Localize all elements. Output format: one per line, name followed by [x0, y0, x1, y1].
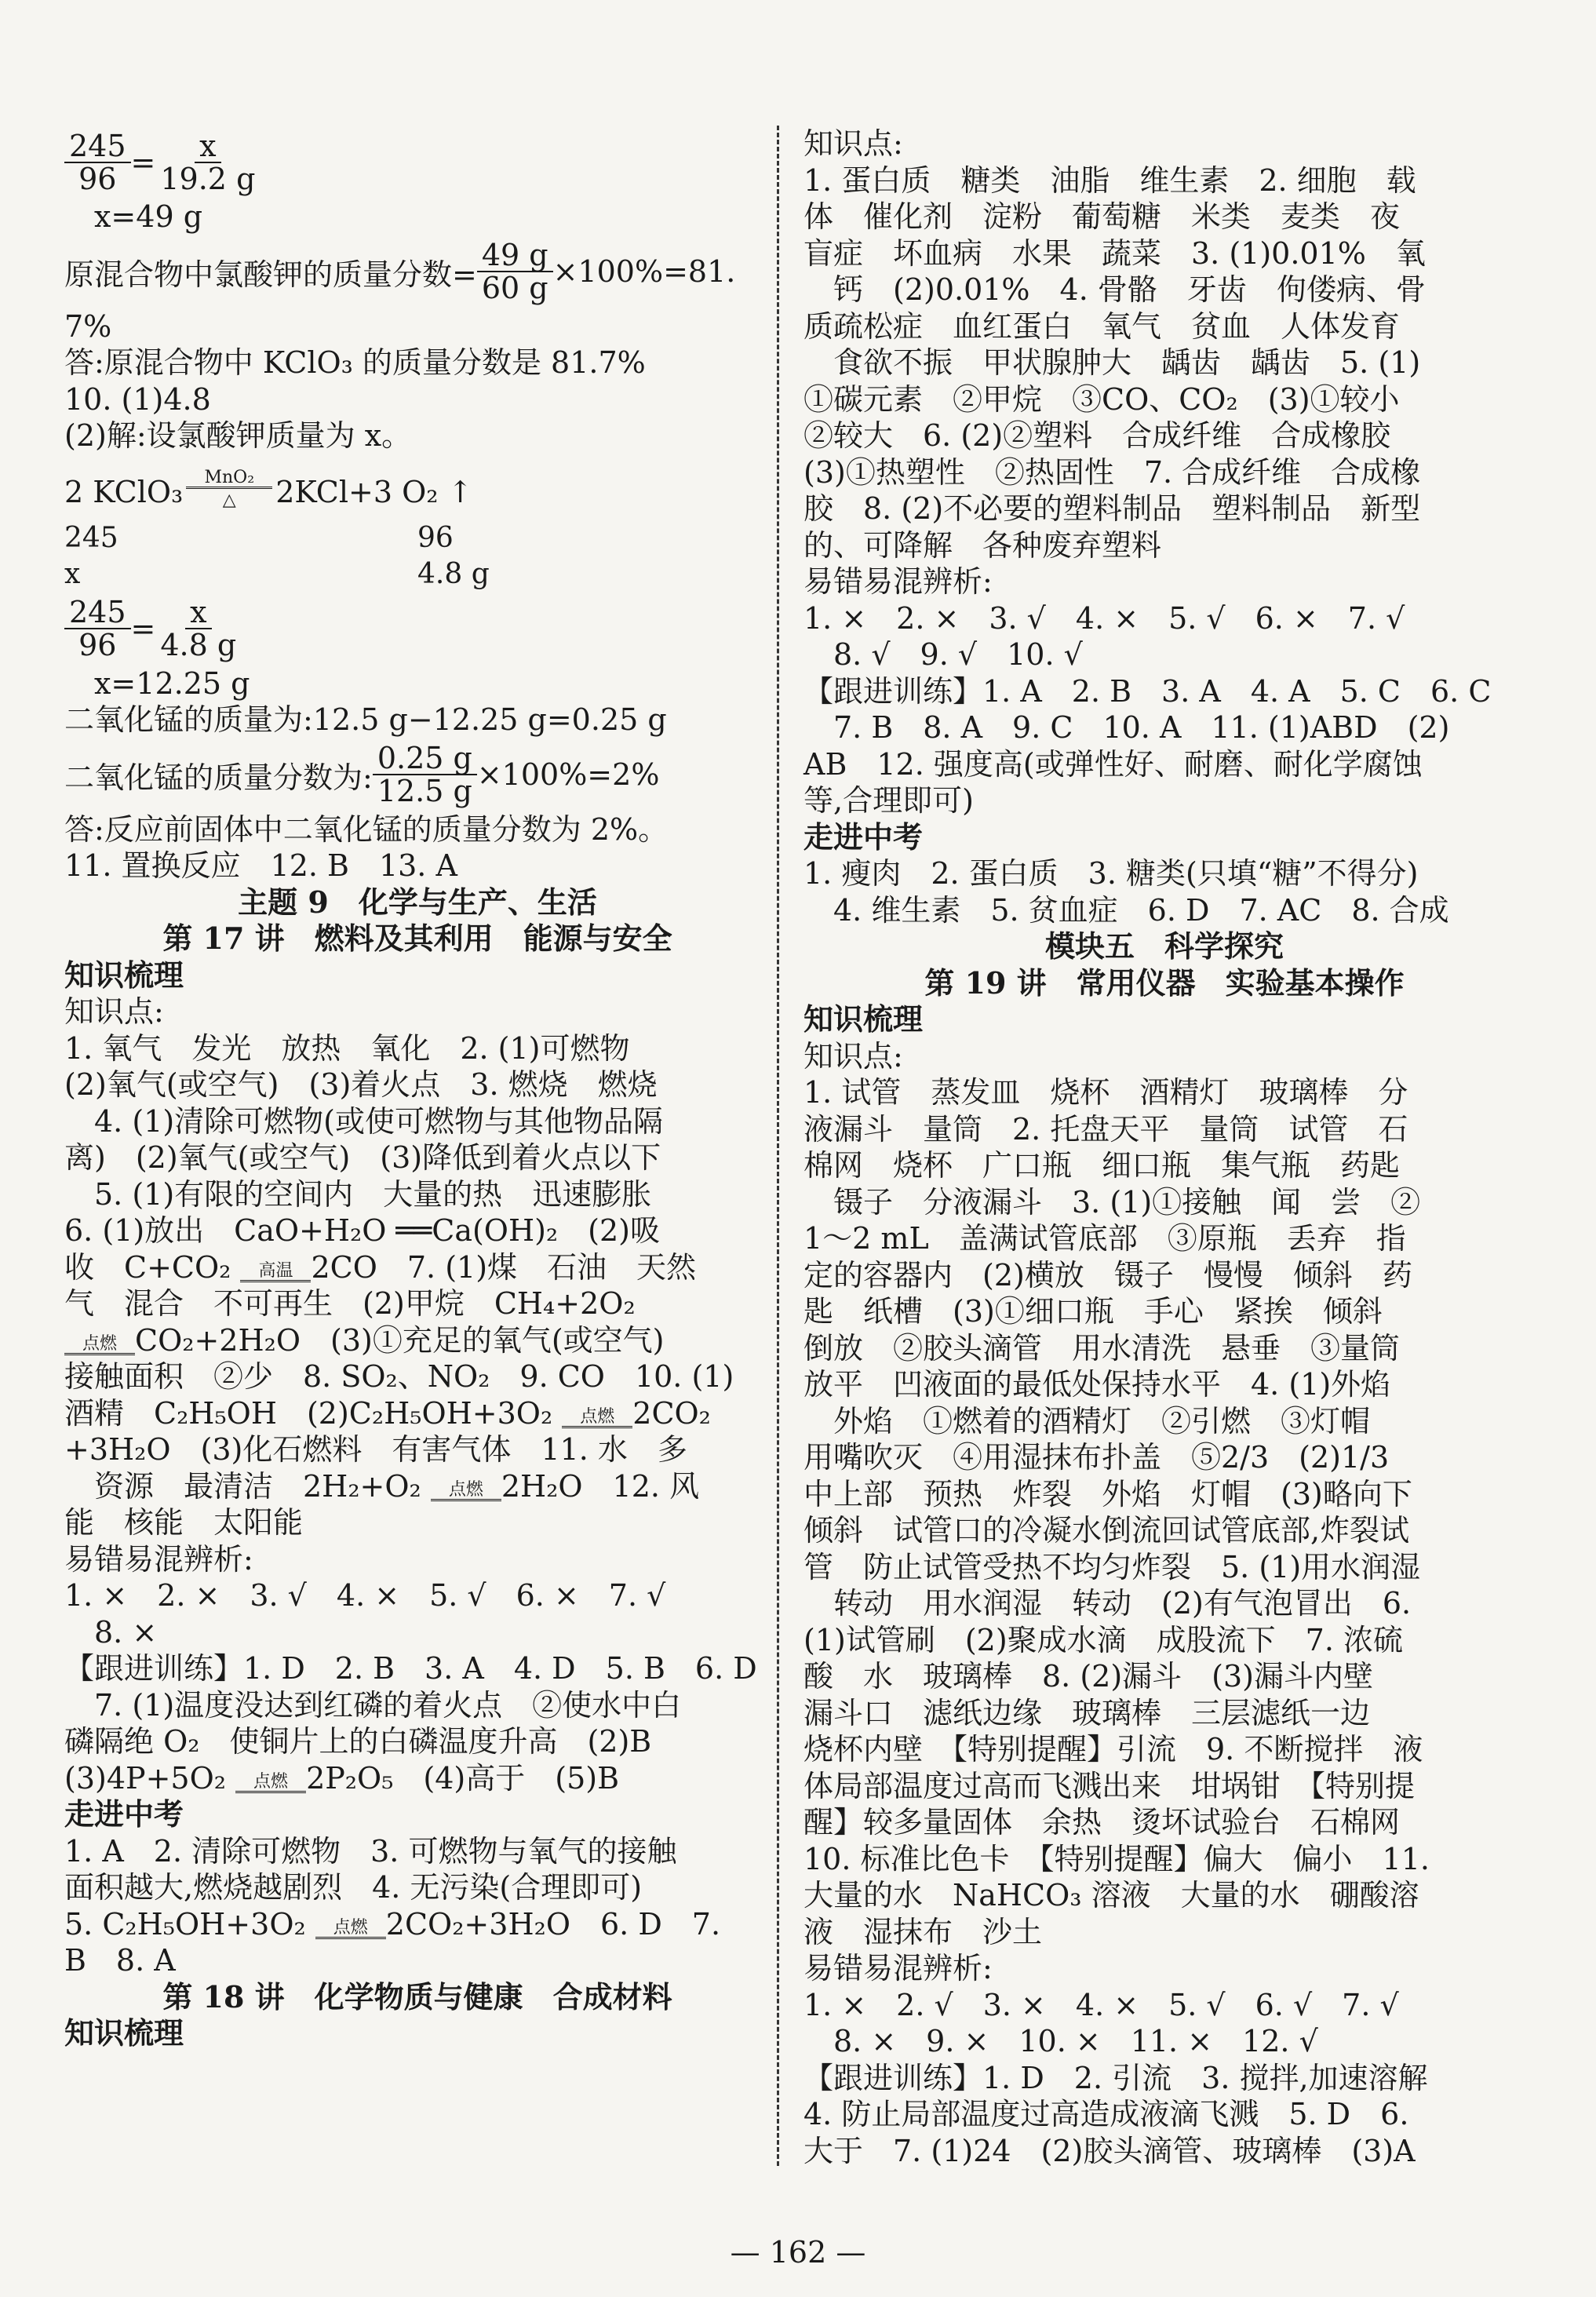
equals: =	[130, 144, 156, 180]
text: 2CO 7. (1)煤 石油 天然	[311, 1249, 697, 1285]
text-line: 管 防止试管受热不均匀炸裂 5. (1)用水润湿	[803, 1549, 1421, 1584]
text-line: 用嘴吹灭 ④用湿抹布扑盖 ⑤2/3 (2)1/3	[803, 1440, 1390, 1475]
chemical-equation	[64, 454, 771, 509]
section-heading: 模块五 科学探究	[1044, 928, 1284, 964]
text-line: 11. 置换反应 12. B 13. A	[64, 848, 457, 883]
text-line: ②较大 6. (2)②塑料 合成纤维 合成橡胶	[803, 418, 1391, 453]
frac-den: 60 g	[481, 271, 548, 305]
calc-value: 96	[417, 521, 454, 554]
frac-num: x	[185, 596, 211, 629]
lesson-heading: 第 18 讲 化学物质与健康 合成材料	[162, 1978, 672, 2014]
text-line: 8. √ 9. √ 10. √	[833, 637, 1083, 672]
eq-condition: 点燃	[253, 1772, 289, 1792]
text-line: 4. 防止局部温度过高造成液滴飞溅 5. D 6.	[803, 2097, 1409, 2131]
text-line: 液漏斗 量筒 2. 托盘天平 量筒 试管 石	[803, 1111, 1408, 1147]
text-line: 放平 凹液面的最低处保持水平 4. (1)外焰	[803, 1367, 1391, 1402]
section-heading: 主题 9 化学与生产、生活	[238, 884, 597, 920]
text-line: 钙 (2)0.01% 4. 骨骼 牙齿 佝偻病、骨	[833, 272, 1426, 307]
page-number: — 162 —	[730, 2235, 866, 2270]
text-line: 1. × 2. × 3. √ 4. × 5. √ 6. × 7. √	[803, 600, 1405, 636]
text-line: 7. (1)温度没达到红磷的着火点 ②使水中白	[94, 1687, 682, 1723]
frac-den: 4.8 g	[160, 628, 237, 662]
text: 5. C₂H₅OH+3O₂	[64, 1906, 315, 1942]
calc-value: 245	[64, 521, 118, 554]
subheading: 知识梳理	[64, 957, 184, 993]
text: 2CO₂	[632, 1395, 711, 1431]
frac-den: 19.2 g	[160, 161, 256, 196]
equation-line	[64, 1760, 771, 1797]
text-line: AB 12. 强度高(或弹性好、耐磨、耐化学腐蚀	[803, 746, 1423, 782]
text-line: (3)①热塑性 ②热固性 7. 合成纤维 合成橡	[803, 454, 1421, 490]
text: 原混合物中氯酸钾的质量分数=	[64, 257, 477, 292]
text-line: 等,合理即可)	[803, 783, 974, 818]
text: 资源 最清洁 2H₂+O₂	[94, 1468, 431, 1504]
text-line: 10. 标准比色卡 【特别提醒】偏大 偏小 11.	[803, 1841, 1430, 1876]
text-line: 大于 7. (1)24 (2)胶头滴管、玻璃棒 (3)A	[803, 2133, 1416, 2168]
eq-condition: 高温	[258, 1261, 293, 1281]
frac-den: 96	[78, 161, 117, 196]
text-line: 液 湿抹布 沙土	[803, 1914, 1043, 1949]
eq-condition: 点燃	[82, 1334, 117, 1354]
text: 2H₂O 12. 风	[501, 1468, 700, 1504]
subheading: 走进中考	[64, 1796, 184, 1832]
text-line: 易错易混辨析:	[803, 564, 993, 599]
text-line: 匙 纸槽 (3)①细口瓶 手心 紧挨 倾斜	[803, 1294, 1383, 1329]
text-line: 4. (1)清除可燃物(或使可燃物与其他物品隔	[94, 1103, 663, 1139]
text-line: 1～2 mL 盖满试管底部 ③原瓶 丢弃 指	[803, 1221, 1406, 1256]
text-line: x=12.25 g	[94, 665, 250, 701]
frac-den: 12.5 g	[377, 774, 472, 808]
equation-line	[64, 1906, 771, 1943]
calc-row	[64, 520, 771, 556]
text-line: 易错易混辨析:	[803, 1951, 993, 1985]
text-line: 答:反应前固体中二氧化锰的质量分数为 2%。	[64, 811, 669, 847]
text: 2CO₂+3H₂O 6. D 7.	[385, 1906, 721, 1942]
text-line: 大量的水 NaHCO₃ 溶液 大量的水 硼酸溶	[803, 1878, 1419, 1912]
text-line: 4. 维生素 5. 贫血症 6. D 7. AC 8. 合成	[833, 892, 1449, 928]
text-line: B 8. A	[64, 1943, 176, 1978]
frac-num: 49 g	[477, 239, 553, 272]
proportion-1	[64, 126, 771, 199]
lesson-heading: 第 17 讲 燃料及其利用 能源与安全	[162, 921, 672, 956]
text-line: 中上部 预热 炸裂 外焰 灯帽 (3)略向下	[803, 1476, 1412, 1511]
text-line: 7%	[64, 308, 112, 344]
text: ×100%=2%	[476, 757, 660, 792]
frac-num: 245	[64, 130, 131, 163]
text-line: 1. 氧气 发光 放热 氧化 2. (1)可燃物	[64, 1030, 630, 1066]
calc-row	[64, 556, 771, 592]
text-line: 能 核能 太阳能	[64, 1505, 304, 1540]
text-line: 倒放 ②胶头滴管 用水清洗 悬垂 ③量筒	[803, 1330, 1401, 1365]
text-line: 离) (2)氧气(或空气) (3)降低到着火点以下	[64, 1140, 661, 1175]
text-line: 1. 瘦肉 2. 蛋白质 3. 糖类(只填“糖”不得分)	[803, 856, 1419, 891]
text-line: 知识点:	[64, 994, 164, 1029]
text-line: 转动 用水润湿 转动 (2)有气泡冒出 6.	[833, 1586, 1412, 1621]
equals: =	[130, 611, 156, 646]
eq-condition: MnO₂	[204, 467, 255, 487]
equation-line	[64, 1249, 771, 1286]
text-line: 体局部温度过高而飞溅出来 坩埚钳 【特别提	[803, 1768, 1416, 1803]
text-line: 的、可降解 各种废弃塑料	[803, 527, 1162, 563]
equation-line	[64, 1322, 771, 1359]
text-line: 质疏松症 血红蛋白 氧气 贫血 人体发育	[803, 308, 1401, 344]
calc-value: x	[64, 557, 81, 590]
text: (3)4P+5O₂	[64, 1760, 236, 1796]
frac-num: 0.25 g	[373, 742, 477, 775]
text-line: 磷隔绝 O₂ 使铜片上的白磷温度升高 (2)B	[64, 1724, 652, 1759]
text-line: 面积越大,燃烧越剧烈 4. 无污染(合理即可)	[64, 1870, 643, 1905]
text-line: 8. ×	[94, 1614, 158, 1650]
text-line: 1. 试管 蒸发皿 烧杯 酒精灯 玻璃棒 分	[803, 1075, 1408, 1110]
text-line: 8. × 9. × 10. × 11. × 12. √	[833, 2024, 1318, 2058]
text-line: 醒】较多量固体 余热 烫坏试验台 石棉网	[803, 1805, 1401, 1839]
text-line: (2)解:设氯酸钾质量为 x。	[64, 418, 412, 453]
text-line: (2)氧气(或空气) (3)着火点 3. 燃烧 燃烧	[64, 1067, 658, 1102]
text-line: 外焰 ①燃着的酒精灯 ②引燃 ③灯帽	[833, 1403, 1371, 1438]
text-line: 倾斜 试管口的冷凝水倒流回试管底部,炸裂试	[803, 1513, 1410, 1548]
text: 收 C+CO₂	[64, 1249, 241, 1285]
text-line: 答:原混合物中 KClO₃ 的质量分数是 81.7%	[64, 345, 646, 380]
left-column	[64, 126, 771, 2052]
text-line: 5. (1)有限的空间内 大量的热 迅速膨胀	[94, 1176, 652, 1212]
equation-line	[64, 1468, 771, 1505]
text-line: 气 混合 不可再生 (2)甲烷 CH₄+2O₂	[64, 1286, 636, 1321]
text-line: 1. A 2. 清除可燃物 3. 可燃物与氧气的接触	[64, 1833, 677, 1869]
text-line: 定的容器内 (2)横放 镊子 慢慢 倾斜 药	[803, 1257, 1412, 1293]
text-line: (1)试管刷 (2)聚成水滴 成股流下 7. 浓硫	[803, 1622, 1403, 1657]
text-line: x=49 g	[94, 199, 203, 234]
text: 二氧化锰的质量分数为:	[64, 760, 373, 795]
subheading: 走进中考	[803, 819, 924, 855]
frac-num: 245	[64, 596, 131, 629]
text-line: 食欲不振 甲状腺肿大 龋齿 龋齿 5. (1)	[833, 345, 1421, 380]
text: ×100%=81.	[552, 254, 736, 289]
text-line: 6. (1)放出 CaO+H₂O ══Ca(OH)₂ (2)吸	[64, 1213, 660, 1248]
text-line: 接触面积 ②少 8. SO₂、NO₂ 9. CO 10. (1)	[64, 1359, 734, 1394]
eq-condition: 点燃	[580, 1407, 615, 1427]
fraction-line	[64, 235, 771, 308]
subheading: 知识梳理	[803, 1001, 924, 1037]
fraction-line	[64, 738, 771, 811]
calc-value: 4.8 g	[417, 557, 490, 590]
text-line: 体 催化剂 淀粉 葡萄糖 米类 麦类 夜	[803, 199, 1401, 234]
column-divider	[777, 126, 779, 2166]
text-line: 易错易混辨析:	[64, 1541, 253, 1577]
text: CO₂+2H₂O (3)①充足的氧气(或空气)	[135, 1322, 665, 1358]
eq-reactant: 2 KClO₃	[64, 474, 184, 509]
text-line: 知识点:	[803, 126, 903, 161]
text-line: 烧杯内壁 【特别提醒】引流 9. 不断搅拌 液	[803, 1732, 1423, 1767]
frac-num: x	[195, 130, 220, 163]
text-line: 【跟进训练】1. D 2. B 3. A 4. D 5. B 6. D	[64, 1651, 757, 1686]
subheading: 知识梳理	[64, 2015, 184, 2051]
text-line: 棉网 烧杯 广口瓶 细口瓶 集气瓶 药匙	[803, 1148, 1401, 1183]
text-line: 【跟进训练】1. A 2. B 3. A 4. A 5. C 6. C	[803, 673, 1492, 709]
text-line: 胶 8. (2)不必要的塑料制品 塑料制品 新型	[803, 491, 1421, 526]
text: 2P₂O₅ (4)高于 (5)B	[306, 1760, 620, 1796]
text-line: 镊子 分液漏斗 3. (1)①接触 闻 尝 ②	[833, 1184, 1421, 1220]
text-line: 知识点:	[803, 1038, 903, 1074]
text-line: 酸 水 玻璃棒 8. (2)漏斗 (3)漏斗内壁	[803, 1659, 1373, 1694]
eq-condition: 点燃	[333, 1918, 368, 1938]
text-line: 漏斗口 滤纸边缘 玻璃棒 三层滤纸一边	[803, 1695, 1371, 1730]
text-line: 1. × 2. × 3. √ 4. × 5. √ 6. × 7. √	[64, 1578, 666, 1613]
equation-line	[64, 1395, 771, 1432]
text-line: 1. × 2. √ 3. × 4. × 5. √ 6. √ 7. √	[803, 1987, 1399, 2022]
frac-den: 96	[78, 628, 117, 662]
text-line: 1. 蛋白质 糖类 油脂 维生素 2. 细胞 载	[803, 162, 1416, 198]
lesson-heading: 第 19 讲 常用仪器 实验基本操作	[924, 964, 1405, 1001]
text-line: 盲症 坏血病 水果 蔬菜 3. (1)0.01% 氧	[803, 235, 1426, 271]
proportion-2	[64, 592, 771, 665]
text-line: 10. (1)4.8	[64, 381, 211, 417]
text-line: 二氧化锰的质量为:12.5 g−12.25 g=0.25 g	[64, 702, 667, 737]
right-column	[803, 126, 1525, 2169]
eq-product: 2KCl+3 O₂ ↑	[275, 474, 473, 509]
text-line: +3H₂O (3)化石燃料 有害气体 11. 水 多	[64, 1432, 687, 1467]
text-line: 【跟进训练】1. D 2. 引流 3. 搅拌,加速溶解	[803, 2060, 1428, 2095]
text-line: ①碳元素 ②甲烷 ③CO、CO₂ (3)①较小	[803, 381, 1400, 417]
eq-heat: △	[222, 490, 236, 510]
text: 酒精 C₂H₅OH (2)C₂H₅OH+3O₂	[64, 1395, 563, 1431]
eq-condition: 点燃	[448, 1480, 483, 1500]
text-line: 7. B 8. A 9. C 10. A 11. (1)ABD (2)	[833, 710, 1450, 745]
